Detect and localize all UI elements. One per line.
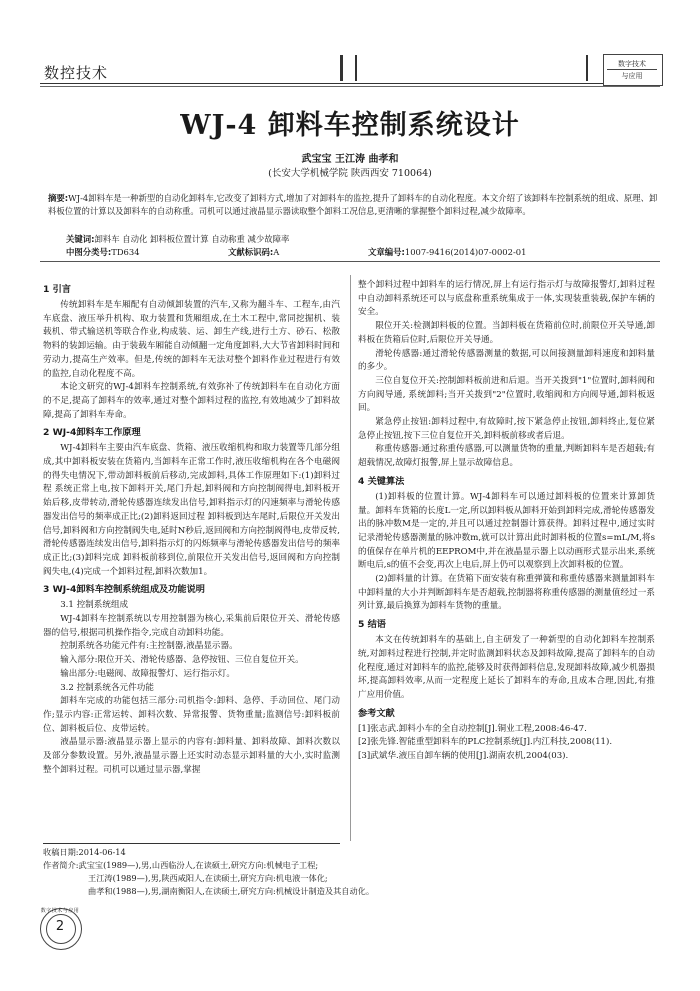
keywords-label: 关键词: (66, 234, 95, 244)
subsection-heading: 3.1 控制系统组成 (60, 600, 129, 611)
right-column (358, 279, 655, 764)
section-heading: 2 WJ-4卸料车工作原理 (43, 427, 141, 439)
paragraph: 滑轮传感器:通过滑轮传感器测量的数据,可以间接测量卸料速度和卸料量的多少。 (358, 348, 655, 373)
affiliation: (长安大学机械学院 陕西西安 710064) (268, 168, 432, 179)
document-code (228, 246, 279, 258)
author-bio (43, 859, 318, 872)
doc-value: A (273, 247, 280, 257)
divider (40, 261, 660, 262)
paragraph: 输入部分:限位开关、滑轮传感器、急停按钮、三位自复位开关。 (60, 655, 304, 666)
paragraph: 整个卸料过程中卸料车的运行情况,屏上有运行指示灯与故障报警灯,卸料过程中自动卸料系统还可以与底盘称重系统集成于一体,实现装重装载,保护车辆的安全。 (358, 280, 655, 318)
article-title: WJ-4 卸料车控制系统设计 (180, 110, 520, 141)
paragraph: 控制系统各功能元件有:主控制器,液晶显示器。 (60, 641, 238, 652)
bio-line: 曲孝和(1988—),男,湖南衡阳人,在读硕士,研究方向:机械设计制造及其自动化。 (88, 886, 375, 896)
header-bar (355, 55, 357, 81)
section-label: 数控技术 (44, 64, 109, 82)
article-value: 1007-9416(2014)07-0002-01 (404, 247, 527, 257)
paragraph: 输出部分:电磁阀、故障报警灯、运行指示灯。 (60, 668, 235, 679)
paragraph: (2)卸料量的计算。在货箱下面安装有称重弹簧和称重传感器来测量卸料车中卸料量的大小并判断卸料车是否超载,控制器将称重传感器的测量值经过一系列计算,最后换算为卸料车货物的重量。 (358, 574, 655, 612)
bio-line: 武宝宝(1989—),男,山西临汾人,在读硕士,研究方向:机械电子工程; (78, 860, 319, 870)
section-heading: 1 引言 (43, 284, 71, 295)
paragraph: 称重传感器:通过称重传感器,可以测量货物的重量,判断卸料车是否超载;有超载情况,故障灯报警,屏上显示故障信息。 (358, 444, 655, 469)
paragraph: 液晶显示器:液晶显示器上显示的内容有:卸料量、卸料故障、卸料次数以及部分参数设置。另外,液晶显示器上还实时动态显示卸料量的大小,实时监测整个卸料过程。司机可以通过显示器,掌握 (43, 737, 340, 775)
clc-value: TD634 (111, 247, 140, 257)
paragraph: 本论文研究的WJ-4卸料车控制系统,有效弥补了传统卸料车在自动化方面的不足,提高了卸料车的效率,通过对整个卸料过程的监控,有效地减少了卸料故障,提高了卸料车寿命。 (43, 382, 340, 420)
authors: 武宝宝 王江涛 曲孝和 (301, 154, 399, 165)
paragraph: (1)卸料板的位置计算。WJ-4卸料车可以通过卸料板的位置来计算卸货量。卸料车货箱的长度L一定,所以卸料板从卸料开始到卸料完成,滑轮传感器发出的脉冲数M是一定的,并且可以通过控制器计算获得。卸料过程中,通过实时记录滑轮传感器测量的脉冲数m,就可以计算出此时卸料板的位置s=mL/M,将s的值保存在单片机的EEPROM中,并在液晶显示器上以动画形式显示出来,系统断电后,s的值不会变,再次上电后,屏上仍可以观察到上次卸料板的位置。 (358, 491, 655, 571)
subsection-heading: 3.2 控制系统各元件功能 (60, 682, 154, 693)
journal-logo-divider (607, 69, 657, 70)
abstract-label: 摘要: (48, 193, 69, 203)
abstract (48, 192, 660, 217)
left-column (43, 279, 340, 778)
reference-item: [3]武斌华.液压自卸车辆的使用[J].湖南农机,2004(03). (358, 751, 569, 762)
header-bar (340, 55, 343, 81)
journal-logo-text: 数字技术 (618, 60, 646, 68)
received-date: 收稿日期:2014-06-14 (43, 847, 126, 857)
bio-label: 作者简介: (43, 860, 79, 870)
footnote-rule (43, 843, 340, 844)
section-heading: 5 结语 (358, 619, 386, 631)
article-label: 文章编号: (368, 247, 405, 257)
keywords (66, 233, 660, 245)
abstract-text: WJ-4卸料车是一种新型的自动化卸料车,它改变了卸料方式,增加了对卸料车的监控,提升了卸料车的自动化程度。本文介绍了该卸料车控制系统的组成、原理、卸料板位置的计算以及卸料车的自动称重。司机可以通过液晶显示器读取整个卸料工况信息,更清晰的掌握整个卸料过程,减少故障率。 (48, 193, 658, 216)
header-rule (40, 86, 660, 87)
journal-logo (603, 54, 663, 86)
page-badge-text: 数字技术与应用 (40, 908, 80, 914)
paragraph: 限位开关:检测卸料板的位置。当卸料板在货箱前位时,前限位开关导通,卸料板在货箱后位时,后限位开关导通。 (358, 321, 655, 345)
page-number: 2 (55, 919, 65, 934)
reference-item: [1]张志武.卸料小车的全自动控制[J].铜业工程,2008:46-47. (358, 723, 587, 734)
header-rule (40, 83, 660, 84)
paragraph: 紧急停止按钮:卸料过程中,有故障时,按下紧急停止按钮,卸料终止,复位紧急停止按钮,按下三位自复位开关,卸料板前移或者后退。 (358, 417, 655, 441)
paragraph: 卸料车完成的功能包括三部分:司机指令:卸料、急停、手动回位、尾门动作;显示内容:正常运转、卸料次数、异常报警、货物重量;监测信号:卸料板前位、卸料板后位、皮带运转。 (43, 696, 340, 734)
reference-item: [2]张先锋.智能重型卸料车的PLC控制系统[J].内江科技,2008(11). (358, 737, 613, 748)
paragraph: WJ-4卸料车主要由汽车底盘、货箱、液压收缩机构和取力装置等几部分组成,其中卸料板安装在货箱内,当卸料车正常工作时,液压收缩机构在各个电磁阀的得失电情况下,带动卸料板前后移动,完成卸料,具体工作原理如下:(1)卸料过程 系统正常上电,按下卸料开关,尾门升起,卸料阀和方向控制阀得电,卸料板开始后移,皮带转动,滑轮传感器连续发出信号,卸料指示灯的闪速频率与滑轮传感器发出信号的频率成正比;(2)卸料返回过程 卸料板到达车尾时,后限位开关发出信号,卸料阀和方向控制阀失电,延时N秒后,返回阀和方向控制阀得电,皮带反转,滑轮传感器连续发出信号,卸料指示灯的闪烁频率与滑轮传感器发出信号的频率成正比;(3)卸料完成 卸料板前移到位,前限位开关发出信号,返回阀和方向控制阀失电,(4)完成一个卸料过程,卸料次数加1。 (43, 443, 340, 577)
clc-label: 中图分类号: (66, 247, 112, 257)
article-number (368, 246, 526, 258)
section-heading: 3 WJ-4卸料车控制系统组成及功能说明 (43, 584, 205, 596)
section-heading: 4 关键算法 (358, 475, 405, 487)
header-bar (586, 55, 588, 81)
references-heading: 参考文献 (358, 707, 395, 719)
paragraph: 三位自复位开关:控制卸料板前进和后退。当开关拨到"1"位置时,卸料阀和方向阀导通, 系统卸料;当开关拨到"2"位置时,收缩阀和方向阀导通,卸料板返回。 (358, 375, 655, 414)
journal-logo-text: 与应用 (621, 72, 643, 80)
column-divider (350, 275, 351, 841)
clc-number (66, 246, 140, 258)
paragraph: 本文在传统卸料车的基础上,自主研发了一种新型的自动化卸料车控制系统,对卸料过程进行控制,并定时监测卸料状态及卸料故障,提高了卸料车的自动化程度,通过对卸料车的监控,能够及时获得卸料信息,发现卸料故障,减少机器损坏,提高卸料效率,从而一定程度上延长了卸料车的寿命,且成本合理,因此,有推广应用价值。 (358, 635, 655, 700)
bio-line: 王江涛(1989—),男,陕西咸阳人,在读硕士,研究方向:机电液一体化; (88, 873, 328, 883)
paragraph: 传统卸料车是车厢配有自动倾卸装置的汽车,又称为翻斗车、工程车,由汽车底盘、液压举升机构、取力装置和货厢组成,在土木工程中,常同挖掘机、装载机、带式输送机等联合作业,构成装、运、卸生产线,进行土方、砂石、松散物料的装卸运输。由于装载车厢能自动倾翻一定角度卸料,大大节省卸料时间和劳动力,提高生产效率。但是,传统的卸料车无法对整个卸料作业过程进行有效的监控,自动化程度不高。 (43, 300, 340, 379)
keywords-text: 卸料车 自动化 卸料板位置计算 自动称重 减少故障率 (94, 234, 290, 244)
paragraph: WJ-4卸料车控制系统以专用控制器为核心,采集前后限位开关、滑轮传感器的信号,根据司机操作指令,完成自动卸料功能。 (43, 614, 340, 638)
doc-label: 文献标识码: (228, 247, 274, 257)
